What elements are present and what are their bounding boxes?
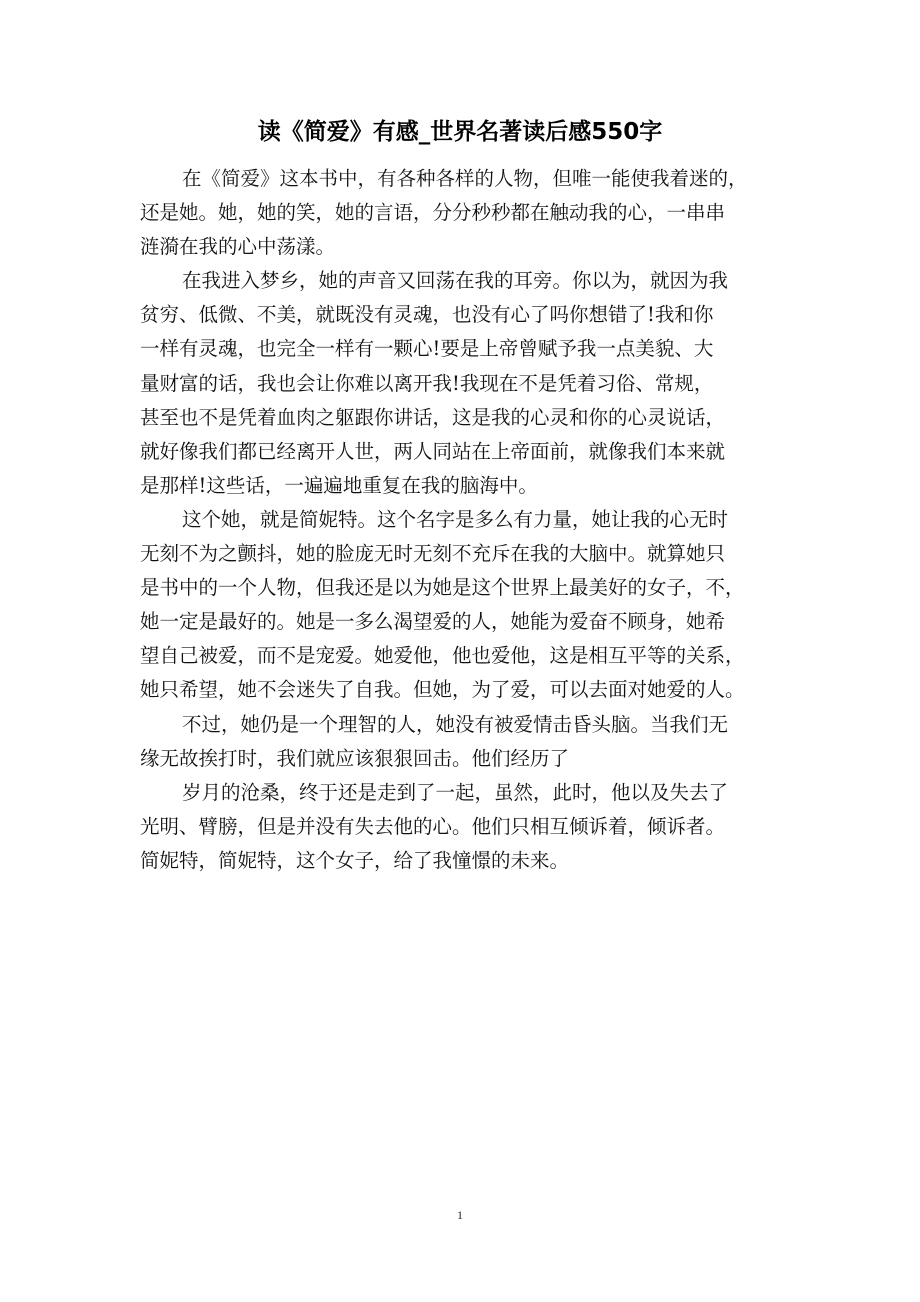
- text-line: 在《简爱》这本书中，有各种各样的人物，但唯一能使我着迷的，: [182, 167, 748, 190]
- page-number: 1: [457, 1208, 463, 1222]
- text-line: 就好像我们都已经离开人世，两人同站在上帝面前，就像我们本来就: [140, 439, 726, 463]
- text-line: 一样有灵魂，也完全一样有一颗心!要是上帝曾赋予我一点美貌、大: [140, 337, 714, 361]
- text-line: 她一定是最好的。她是一多么渴望爱的人，她能为爱奋不顾身，她希: [140, 610, 726, 634]
- text-line: 岁月的沧桑，终于还是走到了一起，虽然，此时，他以及失去了: [182, 780, 729, 804]
- text-line: 甚至也不是凭着血肉之躯跟你讲话，这是我的心灵和你的心灵说话，: [140, 405, 726, 429]
- text-line: 是那样!这些话，一遍遍地重复在我的脑海中。: [140, 473, 538, 497]
- text-line: 贫穷、低微、不美，就既没有灵魂，也没有心了吗你想错了!我和你: [140, 303, 714, 327]
- paragraph-4: [140, 708, 780, 776]
- text-line: 量财富的话，我也会让你难以离开我!我现在不是凭着习俗、常规，: [140, 371, 714, 395]
- document-body: [140, 162, 780, 878]
- text-line: 无刻不为之颤抖，她的脸庞无时无刻不充斥在我的大脑中。就算她只: [140, 542, 726, 566]
- paragraph-5: [140, 776, 780, 878]
- document-title: 读《简爱》有感_世界名著读后感550字: [257, 119, 663, 145]
- text-line: 涟漪在我的心中荡漾。: [140, 235, 336, 259]
- text-line: 这个她，就是简妮特。这个名字是多么有力量，她让我的心无时: [182, 507, 729, 531]
- paragraph-3: [140, 503, 780, 708]
- text-line: 缘无故挨打时，我们就应该狠狠回击。他们经历了: [140, 746, 570, 770]
- text-line: 在我进入梦乡，她的声音又回荡在我的耳旁。你以为，就因为我: [182, 269, 729, 293]
- text-line: 望自己被爱，而不是宠爱。她爱他，他也爱他，这是相互平等的关系，: [140, 644, 745, 668]
- text-line: 是书中的一个人物，但我还是以为她是这个世界上最美好的女子，不，: [140, 576, 745, 600]
- text-line: 她只希望，她不会迷失了自我。但她，为了爱，可以去面对她爱的人。: [140, 678, 745, 702]
- text-line: 不过，她仍是一个理智的人，她没有被爱情击昏头脑。当我们无: [182, 712, 729, 736]
- text-line: 光明、臂膀，但是并没有失去他的心。他们只相互倾诉着，倾诉者。: [140, 814, 726, 838]
- paragraph-2: [140, 264, 780, 503]
- paragraph-1: [140, 162, 780, 264]
- text-line: 还是她。她，她的笑，她的言语，分分秒秒都在触动我的心，一串串: [140, 201, 726, 225]
- text-line: 简妮特，简妮特，这个女子，给了我憧憬的未来。: [140, 848, 570, 872]
